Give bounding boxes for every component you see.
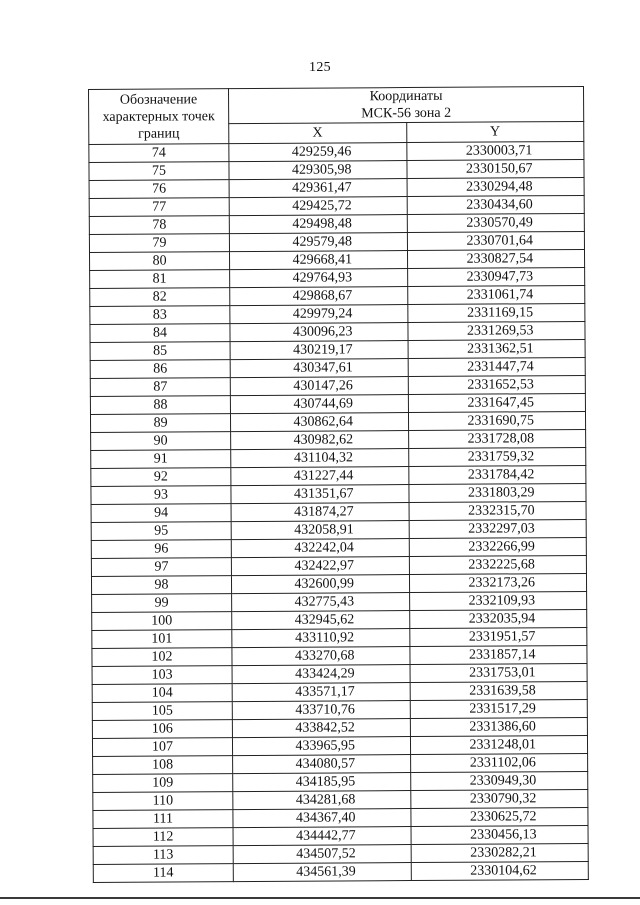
point-id-cell: 90 <box>91 432 231 451</box>
x-coordinate-cell: 434507,52 <box>233 845 411 864</box>
point-id-cell: 95 <box>91 522 231 541</box>
y-coordinate-cell: 2331248,01 <box>410 735 588 754</box>
x-coordinate-cell: 432058,91 <box>231 521 409 540</box>
x-coordinate-cell: 429425,72 <box>229 197 407 216</box>
point-id-cell: 77 <box>89 198 229 217</box>
y-coordinate-cell: 2331517,29 <box>410 699 588 718</box>
y-coordinate-cell: 2332297,03 <box>409 519 587 538</box>
point-id-cell: 106 <box>92 720 232 739</box>
x-coordinate-cell: 434561,39 <box>233 863 411 882</box>
table-row <box>90 375 585 396</box>
table-row <box>92 609 587 630</box>
x-column-header: X <box>229 123 407 144</box>
point-id-cell: 111 <box>93 810 233 829</box>
y-coordinate-cell: 2332266,99 <box>409 537 587 556</box>
point-id-cell: 101 <box>92 630 232 649</box>
y-coordinate-cell: 2331753,01 <box>410 663 588 682</box>
y-coordinate-cell: 2330570,49 <box>407 213 585 232</box>
point-id-cell: 104 <box>92 684 232 703</box>
table-row <box>90 321 585 342</box>
point-id-cell: 114 <box>93 864 233 883</box>
x-coordinate-cell: 429361,47 <box>229 179 407 198</box>
table-row <box>90 267 585 288</box>
table-row <box>92 645 587 666</box>
x-coordinate-cell: 430744,69 <box>230 395 408 414</box>
point-id-cell: 94 <box>91 504 231 523</box>
table-row <box>92 699 587 720</box>
x-coordinate-cell: 432600,99 <box>231 575 409 594</box>
x-coordinate-cell: 431227,44 <box>231 467 409 486</box>
table-row <box>89 159 584 180</box>
table-row <box>91 519 586 540</box>
x-coordinate-cell: 431351,67 <box>231 485 409 504</box>
y-coordinate-cell: 2331386,60 <box>410 717 588 736</box>
table-row <box>90 411 585 432</box>
table-row <box>92 717 587 738</box>
page-number: 125 <box>309 60 331 75</box>
y-coordinate-cell: 2330701,64 <box>407 231 585 250</box>
point-id-cell: 107 <box>92 738 232 757</box>
point-id-cell: 92 <box>91 468 231 487</box>
y-coordinate-cell: 2332225,68 <box>409 555 587 574</box>
table-row <box>91 573 586 594</box>
point-id-cell: 113 <box>93 846 233 865</box>
table-row <box>93 843 588 864</box>
point-id-cell: 108 <box>93 756 233 775</box>
x-coordinate-cell: 434442,77 <box>233 827 411 846</box>
y-coordinate-cell: 2331951,57 <box>409 627 587 646</box>
x-coordinate-cell: 431874,27 <box>231 503 409 522</box>
y-coordinate-cell: 2331639,58 <box>410 681 588 700</box>
x-coordinate-cell: 429305,98 <box>229 161 407 180</box>
point-id-cell: 89 <box>90 414 230 433</box>
y-coordinate-cell: 2332315,70 <box>409 501 587 520</box>
y-coordinate-cell: 2330949,30 <box>410 771 588 790</box>
y-coordinate-cell: 2330282,21 <box>411 843 589 862</box>
table-row <box>93 861 588 882</box>
y-coordinate-cell: 2331362,51 <box>408 339 586 358</box>
y-coordinate-cell: 2330456,13 <box>411 825 589 844</box>
point-id-cell: 80 <box>89 252 229 271</box>
table-row <box>93 753 588 774</box>
table-row <box>91 483 586 504</box>
x-coordinate-cell: 429764,93 <box>230 269 408 288</box>
x-coordinate-cell: 433710,76 <box>232 701 410 720</box>
y-coordinate-cell: 2331269,53 <box>407 321 585 340</box>
table-row <box>92 681 587 702</box>
y-coordinate-cell: 2332035,94 <box>409 609 587 628</box>
point-id-cell: 91 <box>91 450 231 469</box>
x-coordinate-cell: 434080,57 <box>233 755 411 774</box>
y-coordinate-cell: 2331447,74 <box>408 357 586 376</box>
y-coordinate-cell: 2331690,75 <box>408 411 586 430</box>
point-id-cell: 74 <box>89 144 229 163</box>
table-row <box>91 447 586 468</box>
x-coordinate-cell: 434367,40 <box>233 809 411 828</box>
point-id-cell: 112 <box>93 828 233 847</box>
point-id-cell: 78 <box>89 216 229 235</box>
point-id-cell: 87 <box>90 378 230 397</box>
y-coordinate-cell: 2330150,67 <box>406 159 584 178</box>
y-coordinate-cell: 2330294,48 <box>407 177 585 196</box>
y-coordinate-cell: 2330827,54 <box>407 249 585 268</box>
table-row <box>89 249 584 270</box>
coordinate-system: МСК-56 зона 2 <box>361 105 452 122</box>
x-coordinate-cell: 433571,17 <box>232 683 410 702</box>
point-id-cell: 105 <box>92 702 232 721</box>
point-id-cell: 76 <box>89 180 229 199</box>
x-coordinate-cell: 429868,67 <box>230 287 408 306</box>
y-coordinate-cell: 2331169,15 <box>407 303 585 322</box>
point-id-cell: 85 <box>90 342 230 361</box>
point-id-cell: 75 <box>89 162 229 181</box>
point-id-cell: 96 <box>91 540 231 559</box>
y-coordinate-cell: 2330434,60 <box>407 195 585 214</box>
x-coordinate-cell: 429979,24 <box>230 305 408 324</box>
table-row <box>89 213 584 234</box>
point-id-cell: 82 <box>90 288 230 307</box>
point-id-cell: 109 <box>93 774 233 793</box>
page-bottom-edge <box>0 897 640 899</box>
x-coordinate-cell: 434281,68 <box>233 791 411 810</box>
point-id-cell: 83 <box>90 306 230 325</box>
table-row <box>90 357 585 378</box>
y-coordinate-cell: 2332109,93 <box>409 591 587 610</box>
x-coordinate-cell: 430862,64 <box>230 413 408 432</box>
y-coordinate-cell: 2331759,32 <box>408 447 586 466</box>
y-coordinate-cell: 2330790,32 <box>410 789 588 808</box>
y-coordinate-cell: 2331647,45 <box>408 393 586 412</box>
point-id-cell: 103 <box>92 666 232 685</box>
x-coordinate-cell: 429579,48 <box>229 233 407 252</box>
x-coordinate-cell: 429259,46 <box>229 143 407 162</box>
y-coordinate-cell: 2330104,62 <box>411 861 589 880</box>
table-row <box>91 501 586 522</box>
table-row <box>93 771 588 792</box>
y-coordinate-cell: 2331803,29 <box>408 483 586 502</box>
y-coordinate-cell: 2331784,42 <box>408 465 586 484</box>
table-row <box>93 789 588 810</box>
point-id-cell: 88 <box>90 396 230 415</box>
point-id-cell: 98 <box>91 576 231 595</box>
x-coordinate-cell: 430219,17 <box>230 341 408 360</box>
table-row <box>89 141 584 162</box>
table-row <box>92 627 587 648</box>
table-row <box>91 537 586 558</box>
point-designation-header: Обозначение характерных точек границ <box>89 89 229 145</box>
x-coordinate-cell: 431104,32 <box>231 449 409 468</box>
table-row <box>89 231 584 252</box>
table-header <box>89 86 584 144</box>
coordinates-table <box>88 86 589 883</box>
table-row <box>92 591 587 612</box>
x-coordinate-cell: 429498,48 <box>229 215 407 234</box>
table-body <box>89 141 588 882</box>
table-row <box>89 177 584 198</box>
x-coordinate-cell: 433842,52 <box>232 719 410 738</box>
x-coordinate-cell: 432775,43 <box>232 593 410 612</box>
x-coordinate-cell: 430096,23 <box>230 323 408 342</box>
point-id-cell: 81 <box>90 270 230 289</box>
y-coordinate-cell: 2330003,71 <box>406 141 584 160</box>
table-row <box>90 339 585 360</box>
x-coordinate-cell: 433110,92 <box>232 629 410 648</box>
y-coordinate-cell: 2330947,73 <box>407 267 585 286</box>
table-row <box>90 303 585 324</box>
table-row <box>92 735 587 756</box>
x-coordinate-cell: 433965,95 <box>232 737 410 756</box>
point-id-cell: 100 <box>92 612 232 631</box>
table-row <box>93 807 588 828</box>
y-coordinate-cell: 2331728,08 <box>408 429 586 448</box>
x-coordinate-cell: 434185,95 <box>233 773 411 792</box>
point-id-cell: 84 <box>90 324 230 343</box>
x-coordinate-cell: 433424,29 <box>232 665 410 684</box>
point-id-cell: 93 <box>91 486 231 505</box>
y-coordinate-cell: 2331652,53 <box>408 375 586 394</box>
table-row <box>92 663 587 684</box>
x-coordinate-cell: 432242,04 <box>231 539 409 558</box>
header-row-top <box>89 86 584 124</box>
point-id-cell: 86 <box>90 360 230 379</box>
point-id-cell: 110 <box>93 792 233 811</box>
y-coordinate-cell: 2331857,14 <box>409 645 587 664</box>
x-coordinate-cell: 432945,62 <box>232 611 410 630</box>
y-coordinate-cell: 2331061,74 <box>407 285 585 304</box>
y-column-header: Y <box>406 121 584 142</box>
y-coordinate-cell: 2332173,26 <box>409 573 587 592</box>
table-row <box>89 195 584 216</box>
x-coordinate-cell: 430147,26 <box>230 377 408 396</box>
coordinates-title: Координаты <box>369 88 443 105</box>
x-coordinate-cell: 429668,41 <box>229 251 407 270</box>
x-coordinate-cell: 433270,68 <box>232 647 410 666</box>
x-coordinate-cell: 432422,97 <box>231 557 409 576</box>
table-row <box>90 285 585 306</box>
coordinates-header <box>229 86 584 123</box>
point-id-cell: 102 <box>92 648 232 667</box>
y-coordinate-cell: 2330625,72 <box>410 807 588 826</box>
y-coordinate-cell: 2331102,06 <box>410 753 588 772</box>
point-id-cell: 97 <box>91 558 231 577</box>
x-coordinate-cell: 430347,61 <box>230 359 408 378</box>
x-coordinate-cell: 430982,62 <box>231 431 409 450</box>
table-row <box>91 429 586 450</box>
point-id-cell: 99 <box>92 594 232 613</box>
table-row <box>90 393 585 414</box>
table-row <box>93 825 588 846</box>
table-row <box>91 555 586 576</box>
point-id-cell: 79 <box>89 234 229 253</box>
table-row <box>91 465 586 486</box>
